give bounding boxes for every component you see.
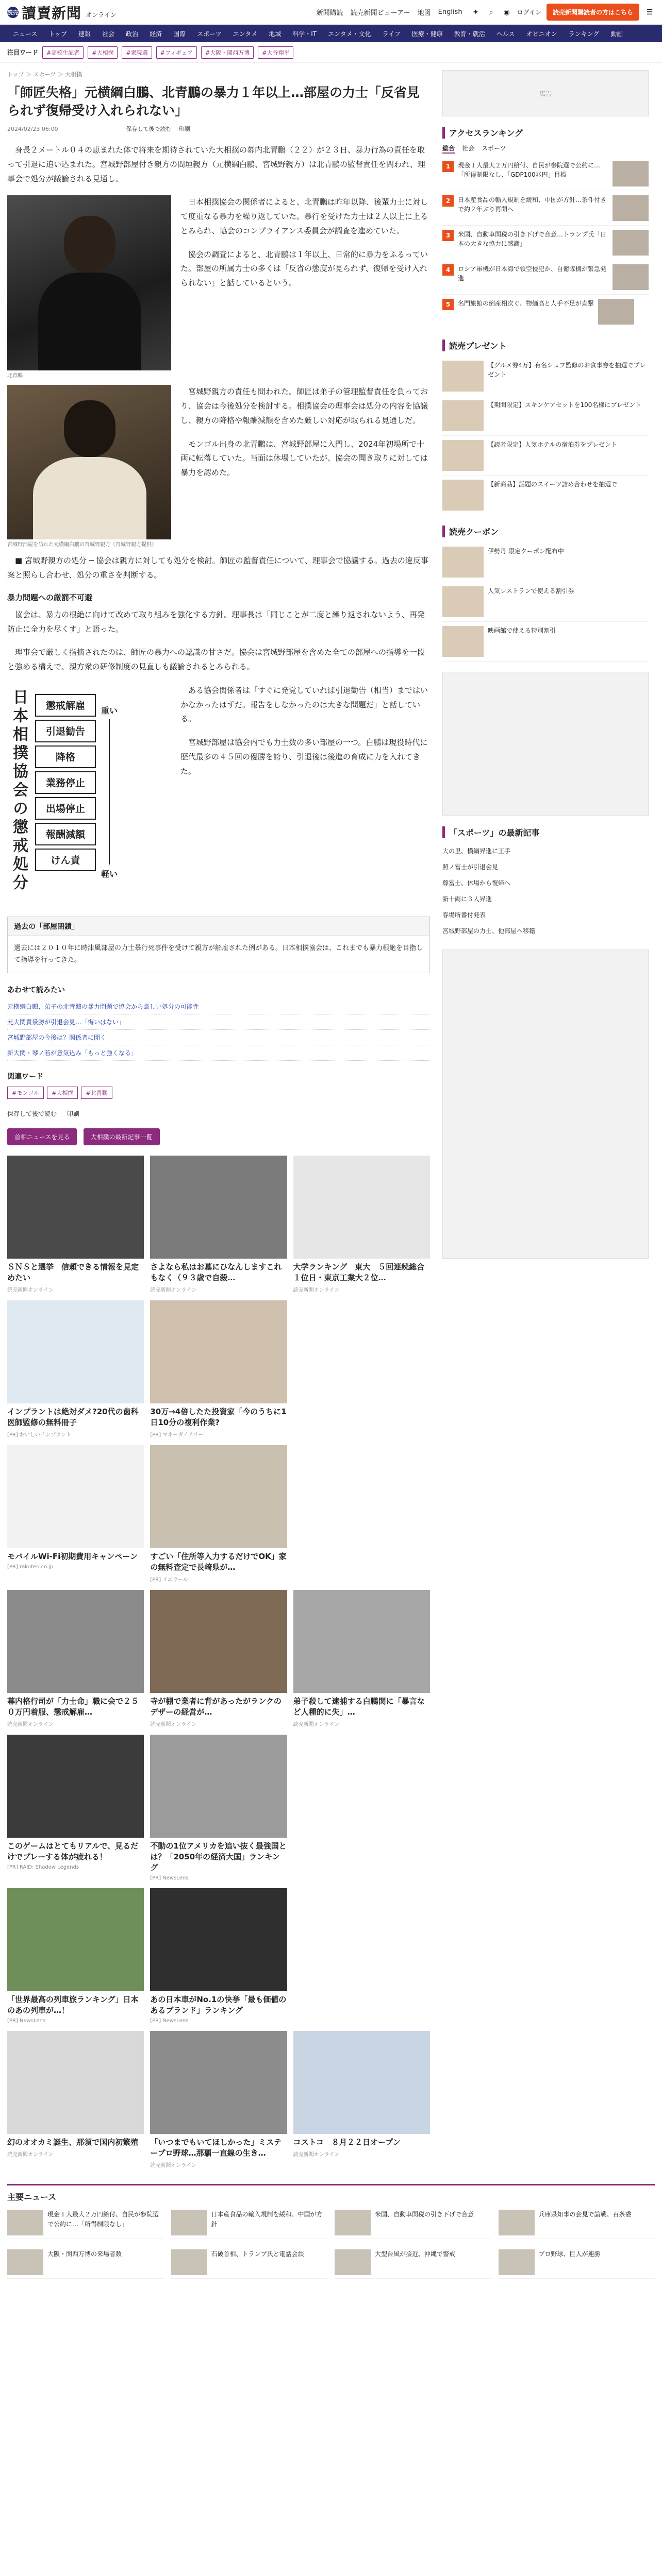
promo-title: 寺が棚で業者に背があったがランクのデザーの経営が… — [150, 1696, 282, 1717]
coupon-text: 人気レストランで使える割引券 — [488, 587, 574, 595]
article-meta — [7, 125, 430, 133]
promo-source: 読売新聞オンライン — [150, 2162, 197, 2168]
recent-item[interactable]: 新十両に３人昇進 — [442, 891, 649, 907]
promo-image — [293, 1888, 430, 1991]
present-thumb — [442, 440, 484, 471]
promo-card[interactable] — [150, 1156, 287, 1293]
user-icon[interactable]: ◉ — [503, 8, 510, 16]
present-item[interactable] — [442, 357, 649, 396]
ranking-item[interactable] — [442, 260, 649, 295]
bottom-text: プロ野球、巨人が連勝 — [538, 2250, 601, 2258]
bottom-text: 大阪・関西万博の来場者数 — [47, 2250, 122, 2258]
sidebar — [442, 63, 649, 2168]
related-link[interactable]: 元大関貴景勝が引退会見…「悔いはない」 — [7, 1014, 430, 1030]
promo-card[interactable] — [7, 1445, 144, 1583]
recent-list — [442, 843, 649, 939]
recent-item[interactable]: 尊富士、休場から復帰へ — [442, 875, 649, 891]
promo-image — [150, 2031, 287, 2134]
coupon-item[interactable] — [442, 543, 649, 582]
trending-chip[interactable]: #衆院選 — [122, 46, 152, 59]
present-title: 読売プレゼント — [442, 340, 649, 351]
nav-item[interactable]: エンタメ・文化 — [328, 30, 371, 38]
promo-card[interactable] — [7, 2031, 144, 2168]
nav-item[interactable]: ニュース — [13, 30, 38, 38]
rank-text: 現金１人最大２万円給付、自民が参院選で公約に…「所得制限なし、「GDP100兆円」目標 — [458, 162, 601, 178]
diagram-item: 出場停止 — [35, 797, 96, 820]
diagram-item: 報酬減額 — [35, 823, 96, 845]
print-button[interactable]: 印刷 — [67, 1110, 80, 1117]
promo-title: インプラントは絶対ダメ?20代の歯科医師監修の無料冊子 — [7, 1406, 139, 1427]
bottom-item[interactable] — [171, 2207, 328, 2239]
article-paragraph: ■ 宮城野親方の処分 ─ 協会は親方に対しても処分を検討。師匠の監督責任について、理事会で協議する。過去の違反事案と照らし合わせ、処分の重さを判断する。 — [7, 556, 428, 580]
bottom-title: 主要ニュース — [7, 2184, 655, 2202]
promo-card — [293, 1445, 430, 1583]
bottom-thumb — [335, 2210, 371, 2235]
article-date: 2024/02/23 06:00 — [7, 125, 58, 132]
promo-title: 弟子殺して逮捕する白鵬関に「暴言など人種的に失」… — [293, 1696, 425, 1717]
save-later-button[interactable]: 保存して後で読む — [126, 126, 172, 132]
bottom-text: 兵庫県知事の会見で論戦、百条委 — [538, 2210, 632, 2218]
rank-number: 1 — [442, 161, 454, 172]
rank-text: 名門旅館の倒産相次ぐ、物価高と人手不足が直撃 — [458, 300, 594, 307]
promo-card[interactable] — [7, 1156, 144, 1293]
nav-item[interactable]: 科学・IT — [292, 30, 317, 38]
article-column — [7, 63, 430, 2168]
header-icons — [471, 4, 655, 21]
trending-words — [0, 42, 662, 63]
rank-text: ロシア軍機が日本海で領空侵犯か、自衛隊機が緊急発進 — [458, 265, 607, 282]
scale-arrow — [109, 719, 110, 865]
diagram-item: 懲戒解雇 — [35, 694, 96, 717]
promo-card — [293, 1735, 430, 1881]
ranking-item[interactable] — [442, 226, 649, 260]
promo-card[interactable] — [7, 1735, 144, 1881]
tag[interactable]: #モンゴル — [7, 1087, 44, 1099]
promo-source: 読売新聞オンライン — [293, 1721, 340, 1727]
scale-light: 軽い — [101, 869, 118, 879]
promo-title: コストコ ８月２２日オープン — [293, 2137, 401, 2147]
tag[interactable]: #北青鵬 — [81, 1087, 112, 1099]
present-text: 【新商品】話題のスイーツ詰め合わせを抽選で — [488, 481, 618, 488]
coupon-thumb — [442, 586, 484, 617]
bottom-item[interactable] — [7, 2207, 164, 2239]
promo-image — [150, 1735, 287, 1838]
subscriber-cta-button[interactable]: 読売新聞購読者の方はこちら — [547, 4, 639, 21]
promo-title: あの日本車がNo.1の快挙「最も価値のあるブランド」ランキング — [150, 1994, 287, 2015]
stablemaster-photo — [7, 385, 171, 539]
promo-image — [293, 1445, 430, 1548]
promo-title: さよなら私はお墓にひなんしますこれもなく（９３歳で自殺… — [150, 1262, 282, 1282]
article-title: 「師匠失格」元横綱白鵬、北青鵬の暴力１年以上…部屋の力士「反省見られず復帰受け入れられない」 — [7, 85, 420, 118]
promo-title: このゲームはとてもリアルで、見るだけでプレーする体が疲れる！ — [7, 1841, 139, 1861]
nav-item[interactable]: ライフ — [382, 30, 401, 38]
header-link-viewer[interactable]: 読売新聞ビューアー — [350, 9, 410, 17]
coupon-item[interactable] — [442, 582, 649, 622]
bottom-thumb — [499, 2249, 535, 2275]
share-row — [7, 1109, 430, 1118]
header-link-map[interactable]: 地図 — [417, 9, 431, 17]
promo-source: [PR] NewsLens — [150, 1875, 189, 1881]
sumo-pill-button[interactable]: 大相撲の最新記事一覧 — [84, 1128, 160, 1145]
bottom-section — [0, 2184, 662, 2279]
promo-image — [293, 1590, 430, 1693]
promo-source: 読売新聞オンライン — [7, 1721, 54, 1727]
promo-source: [PR] RAID: Shadow Legends — [7, 1864, 79, 1870]
coupon-item[interactable] — [442, 622, 649, 662]
ranking-item[interactable] — [442, 191, 649, 226]
promo-source: 読売新聞オンライン — [7, 2151, 54, 2158]
promo-source: [PR] NewsLens — [7, 2018, 46, 2024]
tab-sports[interactable]: スポーツ — [482, 145, 506, 152]
rank-text: 米国、自動車関税の引き下げで合意…トランプ氏「日本の大きな協力に感謝」 — [458, 231, 607, 247]
rank-thumb — [613, 230, 649, 256]
header-link-subscribe[interactable]: 新聞購読 — [316, 9, 343, 17]
bottom-thumb — [335, 2249, 371, 2275]
menu-icon[interactable]: ☰ — [646, 8, 653, 16]
bottom-item[interactable] — [7, 2246, 164, 2279]
tag-list — [7, 1087, 430, 1099]
figure-caption: 北青鵬 — [7, 373, 23, 379]
tab-general[interactable]: 総合 — [442, 144, 455, 154]
coupon-thumb — [442, 547, 484, 578]
trending-chip[interactable]: #高校生記者 — [42, 46, 84, 59]
promo-image — [150, 1888, 287, 1991]
promo-card[interactable] — [293, 1156, 430, 1293]
article-paragraph: 日本相撲協会の関係者によると、北青鵬は昨年以降、後輩力士に対して度重なる暴力を繰り返していた。暴行を受けた力士は２人以上に上るとみられ、協会のコンプライアンス委員会が調査を進めていた。 — [180, 197, 428, 235]
promo-source: 読売新聞オンライン — [150, 1287, 197, 1293]
figure-caption: 宮城野部屋を訪れた元横綱白鵬の宮城野親方（宮城野親方提供） — [7, 542, 157, 548]
promo-title: モバイルWi-Fi初期費用キャンペーン — [7, 1551, 138, 1561]
news-pill-button[interactable]: 首相ニュースを見る — [7, 1128, 77, 1145]
nav-item[interactable]: 動画 — [610, 30, 623, 38]
bottom-text: 現金１人最大２万円給付、自民が参院選で公約に…「所得制限なし」 — [47, 2210, 159, 2228]
promo-image — [293, 2031, 430, 2134]
promo-image — [293, 1300, 430, 1403]
diagram-title: 日本相撲協会の懲戒処分 — [10, 688, 28, 893]
bottom-item[interactable] — [499, 2246, 655, 2279]
promo-source: [PR] NewsLens — [150, 2018, 189, 2024]
promo-card[interactable] — [7, 1300, 144, 1438]
figure-wrestler — [7, 195, 171, 380]
promo-image — [7, 1445, 144, 1548]
promo-card — [293, 1300, 430, 1438]
present-item[interactable] — [442, 396, 649, 436]
promo-card[interactable] — [150, 1590, 287, 1727]
bottom-item[interactable] — [335, 2246, 491, 2279]
print-button[interactable]: 印刷 — [178, 126, 190, 132]
trending-label: 注目ワード — [7, 49, 39, 56]
bottom-item[interactable] — [499, 2207, 655, 2239]
nav-item[interactable]: トップ — [48, 30, 68, 38]
present-thumb — [442, 480, 484, 511]
promo-title: 30万→4倍したた投資家「今のうちに1日10分の複利作業? — [150, 1406, 287, 1427]
trending-chip[interactable]: #大阪・関西万博 — [201, 46, 254, 59]
related-link[interactable]: 新大関・琴ノ若が意気込み「もっと強くなる」 — [7, 1045, 430, 1061]
bookmark-icon[interactable]: ✦ — [472, 8, 479, 16]
scale-heavy: 重い — [101, 705, 118, 716]
recent-item[interactable]: 宮城野部屋の力士、他部屋へ移籍 — [442, 923, 649, 939]
pill-row — [7, 1128, 430, 1145]
present-text: 【グルメ券4万】有名シェフ監修のお食事券を抽選でプレゼント — [488, 362, 646, 378]
diagram-item: けん責 — [35, 849, 96, 871]
header-link-english[interactable]: English — [438, 8, 462, 16]
promo-image — [150, 1300, 287, 1403]
tag[interactable]: #大相撲 — [47, 1087, 78, 1099]
wrestler-photo — [7, 195, 171, 370]
rank-text: 日本産食品の輸入規制を緩和、中国が方針…条件付きで約２年ぶり再開へ — [458, 196, 607, 213]
promo-image — [293, 1735, 430, 1838]
related-link[interactable]: 元横綱白鵬、弟子の北青鵬の暴力問題で協会から厳しい処分の可能性 — [7, 999, 430, 1014]
promo-source: [PR] イエウール — [150, 1577, 188, 1583]
past-cases-box — [7, 917, 430, 973]
coupon-title: 読売クーポン — [442, 526, 649, 537]
box-content: 過去には２０１０年に時津風部屋の力士暴行死事件を受けて親方が解雇された例がある。日本相撲協会は、これまでも暴力根絶を目指して指導を行ってきた。 — [14, 944, 423, 964]
rank-thumb — [613, 195, 649, 221]
promo-image — [7, 1735, 144, 1838]
diagram-item: 業務停止 — [35, 771, 96, 794]
bottom-thumb — [7, 2249, 43, 2275]
tags-title: 関連ワード — [7, 1072, 43, 1081]
article-lead: 身長２メートル０４の恵まれた体で将来を期待されていた大相撲の幕内北青鵬（２２）が２３日、暴力行為の責任を取って引退に追い込まれた。宮城野部屋付き親方の間垣親方（元横綱白鵬、宮城野親方）は北青鵬の監督責任を問われ、理事会で処分が議論される見通し。 — [7, 145, 425, 183]
nav-item[interactable]: 社会 — [102, 30, 115, 38]
nav-item[interactable]: ヘルス — [496, 30, 515, 38]
ad-label: 広告 — [539, 90, 552, 97]
bottom-item[interactable] — [171, 2246, 328, 2279]
save-later-button[interactable]: 保存して後で読む — [7, 1110, 57, 1117]
global-nav — [0, 25, 662, 42]
nav-item[interactable]: 速報 — [78, 30, 91, 38]
diagram-item: 引退勧告 — [35, 720, 96, 742]
article-paragraph: 宮城野親方の責任も問われた。師匠は弟子の管理監督責任を負っており、協会は今後処分を検討する。相撲協会の理事会は処分の内容を協議し、親方の降格や報酬減額を含めた厳しい対応が取られる見通しだ。 — [180, 387, 428, 425]
rank-number: 3 — [442, 230, 454, 241]
site-header — [0, 0, 662, 25]
sidebar-ad-tall[interactable] — [442, 950, 649, 1259]
promo-title: すごい「住所等入力するだけでOK」家の無料査定で長崎県が… — [150, 1551, 287, 1572]
rank-number: 5 — [442, 299, 454, 310]
promo-card[interactable] — [150, 1735, 287, 1881]
promo-source: [PR] おいしいインプラント — [7, 1432, 71, 1438]
access-ranking-title: アクセスランキング — [442, 127, 649, 139]
coupon-text: 映画館で使える特別割引 — [488, 627, 556, 634]
promo-image — [7, 1300, 144, 1403]
promo-card[interactable] — [293, 2031, 430, 2168]
bottom-text: 石破首相、トランプ氏と電話会談 — [211, 2250, 304, 2258]
article-paragraph: モンゴル出身の北青鵬は、宮城野部屋に入門し、2024年初場所で十両に転落していた。当面は休場していたが、協会の聞き取りに対しては暴力を認めた。 — [180, 439, 428, 477]
login-link[interactable]: ログイン — [517, 9, 541, 16]
promo-source: 読売新聞オンライン — [150, 1721, 197, 1727]
sidebar-ad-large[interactable] — [442, 672, 649, 816]
promo-card[interactable] — [150, 1888, 287, 2024]
trending-chip[interactable]: #大相撲 — [88, 46, 118, 59]
nav-item[interactable]: 教育・就活 — [454, 30, 485, 38]
present-item[interactable] — [442, 476, 649, 515]
present-text: 【読者限定】人気ホテルの宿泊券をプレゼント — [488, 441, 617, 448]
promo-image — [7, 1590, 144, 1693]
search-icon[interactable]: ⌕ — [489, 8, 493, 16]
promo-card[interactable] — [7, 1888, 144, 2024]
rank-thumb — [598, 299, 634, 325]
diagram-items — [35, 694, 96, 895]
trending-chip[interactable]: #フィギュア — [156, 46, 197, 59]
related-link[interactable]: 宮城野部屋の今後は？関係者に聞く — [7, 1030, 430, 1045]
promo-image — [150, 1445, 287, 1548]
site-logo[interactable] — [7, 2, 117, 23]
logo-title: 讀賣新聞 — [22, 4, 82, 22]
promo-card[interactable] — [7, 1590, 144, 1727]
sidebar-ad[interactable] — [442, 70, 649, 116]
promo-title: 幻のオオカミ誕生、那須で国内初繁殖 — [7, 2137, 139, 2147]
promo-source: 読売新聞オンライン — [293, 2151, 340, 2158]
promo-source: [PR] rakuten.co.jp — [7, 1564, 54, 1570]
article-paragraph: 宮城野部屋は協会内でも力士数の多い部屋の一つ。白鵬は現役時代に歴代最多の４５回の優勝を誇り、引退後は後進の育成に力を入れてきた。 — [180, 738, 428, 776]
recent-item[interactable]: 大の里、横綱昇進に王手 — [442, 843, 649, 859]
related-title: あわせて読みたい — [7, 986, 65, 994]
bottom-item[interactable] — [335, 2207, 491, 2239]
rank-thumb — [613, 161, 649, 187]
rank-number: 2 — [442, 195, 454, 207]
promo-title: 大学ランキング 東大 ５回連続総合１位日・東京工業大２位… — [293, 1262, 425, 1282]
coupon-list — [442, 543, 649, 662]
promo-image — [7, 1888, 144, 1991]
promo-source: [PR] マネーダイアリー — [150, 1432, 204, 1438]
bottom-thumb — [499, 2210, 535, 2235]
promo-card[interactable] — [293, 1590, 430, 1727]
bottom-grid — [0, 2207, 662, 2279]
present-thumb — [442, 400, 484, 431]
present-list — [442, 357, 649, 515]
bottom-text: 大型台風が接近、沖縄で警戒 — [375, 2250, 456, 2258]
promo-image — [150, 1156, 287, 1259]
promo-title: 「世界最高の列車旅ランキング」日本のあの列車が…！ — [7, 1994, 139, 2015]
promo-title: 「いつまでもいてほしかった」ミステープロ野球…那覇一直線の生き… — [150, 2137, 282, 2158]
article-paragraph: 協会は、暴力の根絶に向けて改めて取り組みを強化する方針。理事長は「同じことが二度と繰り返されないよう、再発防止に全力を尽くす」と語った。 — [7, 609, 425, 634]
nav-item[interactable]: エンタメ — [233, 30, 258, 38]
nav-item[interactable]: オピニオン — [526, 30, 557, 38]
nav-item[interactable]: 政治 — [126, 30, 139, 38]
article-paragraph: 協会の調査によると、北青鵬は１年以上、日常的に暴力をふるっていた。部屋の所属力士の多くは「反省の態度が見られず、復帰を受け入れられない」と話しているという。 — [180, 249, 428, 287]
promo-image — [293, 1156, 430, 1259]
promo-title: ＳＮＳと選挙 信頼できる情報を見定めたい — [7, 1262, 139, 1282]
promo-image — [7, 1156, 144, 1259]
coupon-text: 伊勢丹 限定クーポン配布中 — [488, 548, 564, 555]
recent-item[interactable]: 照ノ富士が引退会見 — [442, 859, 649, 875]
article-subheading: 暴力問題への厳罰不可避 — [7, 592, 93, 602]
recent-title: 「スポーツ」の最新記事 — [442, 826, 649, 838]
trending-chip[interactable]: #大谷翔平 — [258, 46, 293, 59]
article-paragraph: ある協会関係者は「すぐに発覚していれば引退勧告（相当）まではいかなかったはずだ。報告をしなかったのは大きな問題だ」と話している。 — [180, 685, 428, 724]
promo-title: 不動の1位アメリカを追い抜く最強国とは？「2050年の経済大国」ランキング — [150, 1841, 287, 1872]
promo-title: 幕内格行司が「力士命」職に会で２５０万円着服、懲戒解雇… — [7, 1696, 139, 1717]
promo-source: 読売新聞オンライン — [293, 1287, 340, 1293]
present-text: 【期間限定】スキンケアセットを100名様にプレゼント — [488, 401, 641, 409]
promo-image — [150, 1590, 287, 1693]
promo-image — [7, 2031, 144, 2134]
rank-number: 4 — [442, 264, 454, 276]
article-paragraph: 理事会で厳しく指摘されたのは、師匠の暴力への認識の甘さだ。協会は宮城野部屋を含めた全ての部屋への指導を一段と強める構えで、親方衆の研修制度の見直しも議論されるとみられる。 — [7, 648, 425, 671]
related-list — [7, 999, 430, 1061]
present-item[interactable] — [442, 436, 649, 476]
rank-thumb — [613, 264, 649, 290]
bottom-text: 日本産食品の輸入規制を緩和、中国が方針 — [211, 2210, 323, 2228]
bottom-text: 米国、自動車関税の引き下げで合意 — [375, 2210, 474, 2218]
diagram-item: 降格 — [35, 745, 96, 768]
tab-society[interactable]: 社会 — [462, 145, 475, 152]
box-title: 過去の「部屋閉鎖」 — [8, 917, 429, 936]
discipline-diagram — [7, 684, 171, 900]
bottom-thumb — [171, 2210, 207, 2235]
promo-card[interactable] — [150, 1445, 287, 1583]
breadcrumb[interactable]: トップ ＞ スポーツ ＞ 大相撲 — [7, 71, 82, 78]
logo-mark: 読売 — [7, 7, 19, 18]
header-links — [317, 7, 462, 17]
nav-item[interactable]: 地域 — [269, 30, 282, 38]
nav-item[interactable]: スポーツ — [197, 30, 222, 38]
ranking-item[interactable] — [442, 295, 649, 329]
bottom-thumb — [7, 2210, 43, 2235]
nav-item[interactable]: 医療・健康 — [411, 30, 443, 38]
recent-item[interactable]: 春場所番付発表 — [442, 907, 649, 923]
logo-subtitle: オンライン — [86, 11, 117, 19]
figure-stablemaster — [7, 385, 171, 549]
ranking-item[interactable] — [442, 157, 649, 191]
promo-card[interactable] — [150, 1300, 287, 1438]
promo-grid — [7, 1156, 430, 2168]
severity-scale — [101, 689, 118, 895]
present-thumb — [442, 361, 484, 392]
coupon-thumb — [442, 626, 484, 657]
nav-item[interactable]: 経済 — [150, 30, 162, 38]
promo-card — [293, 1888, 430, 2024]
bottom-thumb — [171, 2249, 207, 2275]
nav-item[interactable]: ランキング — [568, 30, 600, 38]
promo-card[interactable] — [150, 2031, 287, 2168]
nav-item[interactable]: 国際 — [173, 30, 186, 38]
ranking-list — [442, 157, 649, 329]
ranking-tabs — [442, 144, 649, 154]
promo-source: 読売新聞オンライン — [7, 1287, 54, 1293]
page-body — [0, 63, 662, 2168]
